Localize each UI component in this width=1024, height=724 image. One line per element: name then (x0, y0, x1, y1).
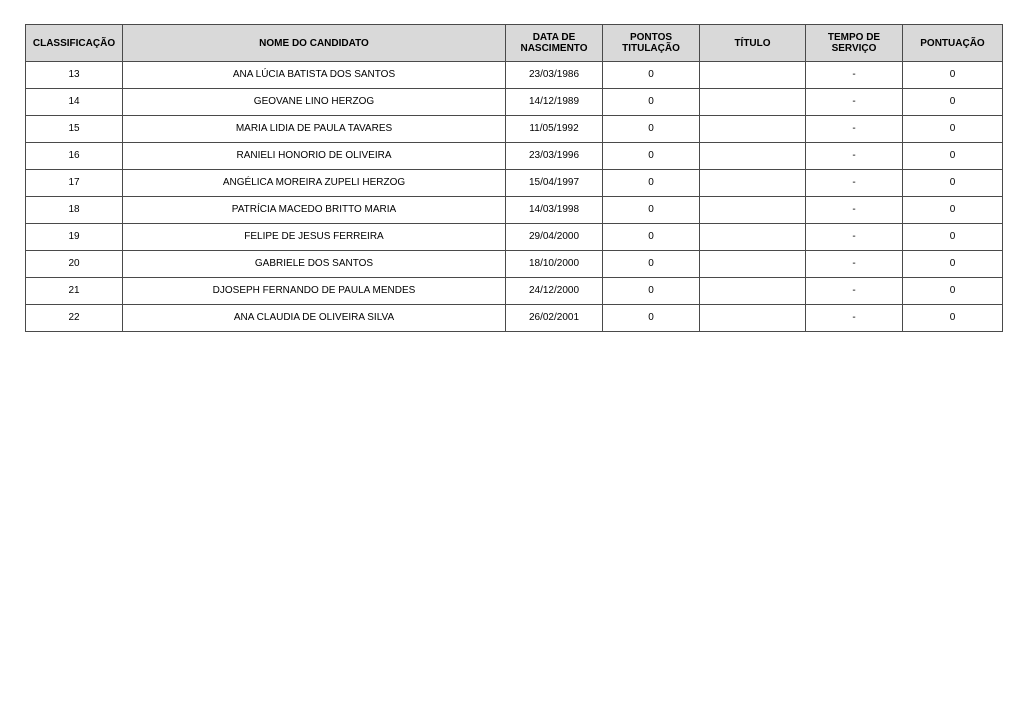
cell-nome: FELIPE DE JESUS FERREIRA (123, 224, 506, 251)
cell-pontuacao: 0 (903, 305, 1003, 332)
cell-nome: ANGÉLICA MOREIRA ZUPELI HERZOG (123, 170, 506, 197)
cell-classificacao: 17 (26, 170, 123, 197)
cell-pontuacao: 0 (903, 197, 1003, 224)
cell-nome: DJOSEPH FERNANDO DE PAULA MENDES (123, 278, 506, 305)
cell-classificacao: 15 (26, 116, 123, 143)
cell-nome: PATRÍCIA MACEDO BRITTO MARIA (123, 197, 506, 224)
cell-pontuacao: 0 (903, 116, 1003, 143)
cell-pontos-titulacao: 0 (603, 197, 700, 224)
cell-classificacao: 18 (26, 197, 123, 224)
cell-titulo (700, 197, 806, 224)
column-header-label: TEMPO DE (827, 32, 881, 43)
table-row (26, 197, 1003, 224)
cell-classificacao: 16 (26, 143, 123, 170)
cell-pontos-titulacao: 0 (603, 251, 700, 278)
cell-nascimento: 23/03/1996 (506, 143, 603, 170)
cell-classificacao: 13 (26, 62, 123, 89)
cell-tempo-servico: - (806, 89, 903, 116)
column-header-label: NASCIMENTO (520, 43, 588, 54)
cell-titulo (700, 251, 806, 278)
table-row (26, 305, 1003, 332)
cell-nascimento: 24/12/2000 (506, 278, 603, 305)
column-header-label: SERVIÇO (831, 43, 877, 54)
cell-nascimento: 15/04/1997 (506, 170, 603, 197)
cell-tempo-servico: - (806, 170, 903, 197)
table-header (26, 25, 1003, 62)
cell-pontuacao: 0 (903, 278, 1003, 305)
cell-titulo (700, 116, 806, 143)
cell-classificacao: 19 (26, 224, 123, 251)
cell-tempo-servico: - (806, 62, 903, 89)
cell-titulo (700, 89, 806, 116)
cell-tempo-servico: - (806, 143, 903, 170)
table-row (26, 62, 1003, 89)
cell-titulo (700, 278, 806, 305)
cell-nascimento: 26/02/2001 (506, 305, 603, 332)
cell-titulo (700, 224, 806, 251)
table-row (26, 224, 1003, 251)
column-header-nome (123, 25, 506, 62)
cell-nascimento: 23/03/1986 (506, 62, 603, 89)
cell-pontos-titulacao: 0 (603, 224, 700, 251)
cell-pontos-titulacao: 0 (603, 62, 700, 89)
cell-nome: GABRIELE DOS SANTOS (123, 251, 506, 278)
cell-pontuacao: 0 (903, 143, 1003, 170)
cell-nome: GEOVANE LINO HERZOG (123, 89, 506, 116)
cell-tempo-servico: - (806, 116, 903, 143)
cell-pontos-titulacao: 0 (603, 170, 700, 197)
cell-tempo-servico: - (806, 251, 903, 278)
table-row (26, 170, 1003, 197)
cell-nascimento: 14/03/1998 (506, 197, 603, 224)
column-header-classificacao (26, 25, 123, 62)
cell-pontos-titulacao: 0 (603, 278, 700, 305)
table-row (26, 116, 1003, 143)
cell-nascimento: 18/10/2000 (506, 251, 603, 278)
cell-classificacao: 20 (26, 251, 123, 278)
column-header-pontos-titulacao (603, 25, 700, 62)
cell-titulo (700, 143, 806, 170)
cell-nascimento: 29/04/2000 (506, 224, 603, 251)
cell-classificacao: 14 (26, 89, 123, 116)
cell-nascimento: 11/05/1992 (506, 116, 603, 143)
cell-nome: MARIA LIDIA DE PAULA TAVARES (123, 116, 506, 143)
column-header-nascimento (506, 25, 603, 62)
cell-titulo (700, 170, 806, 197)
table-row (26, 143, 1003, 170)
cell-tempo-servico: - (806, 305, 903, 332)
table-row (26, 89, 1003, 116)
cell-pontos-titulacao: 0 (603, 116, 700, 143)
cell-nome: RANIELI HONORIO DE OLIVEIRA (123, 143, 506, 170)
header-row (26, 25, 1003, 62)
cell-pontuacao: 0 (903, 170, 1003, 197)
cell-nome: ANA CLAUDIA DE OLIVEIRA SILVA (123, 305, 506, 332)
column-header-label: DATA DE (532, 32, 576, 43)
cell-pontuacao: 0 (903, 224, 1003, 251)
cell-tempo-servico: - (806, 197, 903, 224)
cell-nome: ANA LÚCIA BATISTA DOS SANTOS (123, 62, 506, 89)
table-body (26, 62, 1003, 332)
column-header-label: TÍTULO (734, 37, 771, 49)
column-header-label: NOME DO CANDIDATO (259, 37, 369, 49)
cell-titulo (700, 62, 806, 89)
column-header-label: CLASSIFICAÇÃO (32, 37, 116, 49)
cell-titulo (700, 305, 806, 332)
table-row (26, 278, 1003, 305)
column-header-label: PONTUAÇÃO (920, 37, 985, 49)
column-header-pontuacao (903, 25, 1003, 62)
candidates-table (25, 24, 1003, 332)
column-header-label: PONTOS (629, 32, 673, 43)
cell-pontos-titulacao: 0 (603, 305, 700, 332)
column-header-titulo (700, 25, 806, 62)
cell-classificacao: 21 (26, 278, 123, 305)
cell-classificacao: 22 (26, 305, 123, 332)
cell-tempo-servico: - (806, 278, 903, 305)
column-header-tempo-servico (806, 25, 903, 62)
cell-nascimento: 14/12/1989 (506, 89, 603, 116)
cell-pontuacao: 0 (903, 89, 1003, 116)
cell-tempo-servico: - (806, 224, 903, 251)
column-header-label: TITULAÇÃO (622, 43, 680, 54)
table-row (26, 251, 1003, 278)
cell-pontos-titulacao: 0 (603, 143, 700, 170)
cell-pontuacao: 0 (903, 251, 1003, 278)
cell-pontos-titulacao: 0 (603, 89, 700, 116)
cell-pontuacao: 0 (903, 62, 1003, 89)
